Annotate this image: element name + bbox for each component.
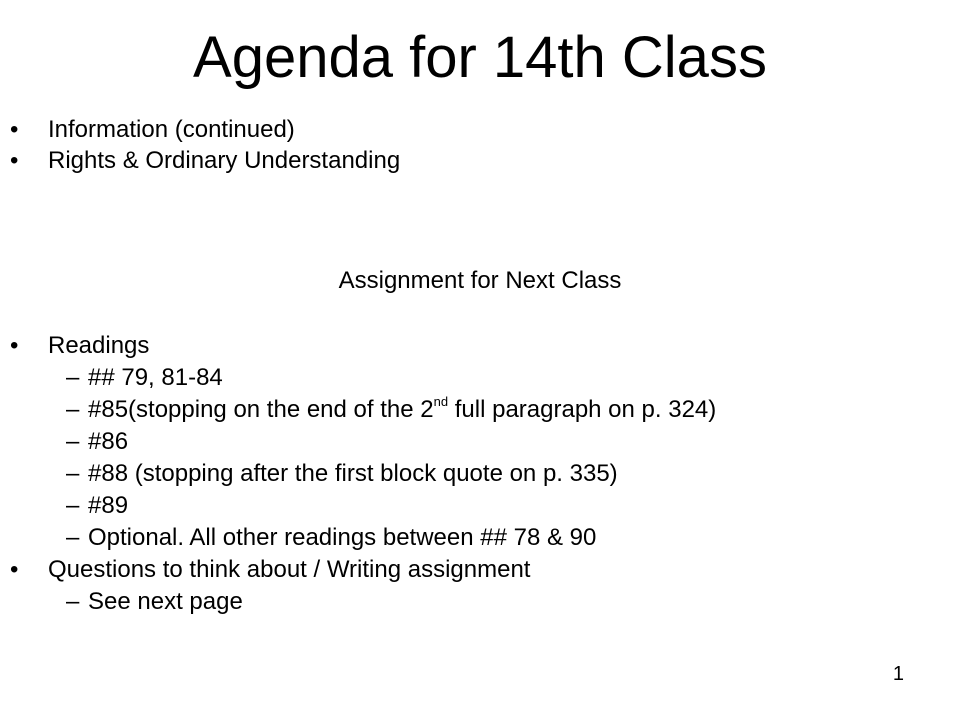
reading-text <box>88 395 716 425</box>
reading-text: #88 (stopping after the first block quote on p. 335) <box>88 460 618 487</box>
reading-text: ## 79, 81-84 <box>88 364 223 391</box>
dash-icon: – <box>66 364 80 391</box>
readings-label: Readings <box>48 332 150 359</box>
dash-icon: – <box>66 524 80 551</box>
bullet-icon: • <box>10 556 19 583</box>
dash-icon: – <box>66 428 80 455</box>
dash-icon: – <box>66 588 80 615</box>
questions-sub-text: See next page <box>88 588 243 615</box>
slide-title: Agenda for 14th Class <box>193 25 767 90</box>
agenda-item-text: Rights & Ordinary Understanding <box>48 147 401 174</box>
questions-label: Questions to think about / Writing assignment <box>48 556 531 583</box>
dash-icon: – <box>66 492 80 519</box>
reading-text-part: #85(stopping on the end of the 2 <box>88 396 434 423</box>
ordinal-superscript: nd <box>433 394 449 409</box>
bullet-icon: • <box>10 332 19 359</box>
bullet-icon: • <box>10 147 19 174</box>
reading-text: #86 <box>88 428 129 455</box>
reading-text: #89 <box>88 492 129 519</box>
dash-icon: – <box>66 396 80 423</box>
page-number: 1 <box>892 663 904 685</box>
assignment-heading: Assignment for Next Class <box>338 267 622 294</box>
reading-text-part: full paragraph on p. 324) <box>448 396 717 423</box>
agenda-item-text: Information (continued) <box>48 116 295 143</box>
bullet-icon: • <box>10 116 19 143</box>
reading-text: Optional. All other readings between ## 78 & 90 <box>88 524 597 551</box>
dash-icon: – <box>66 460 80 487</box>
